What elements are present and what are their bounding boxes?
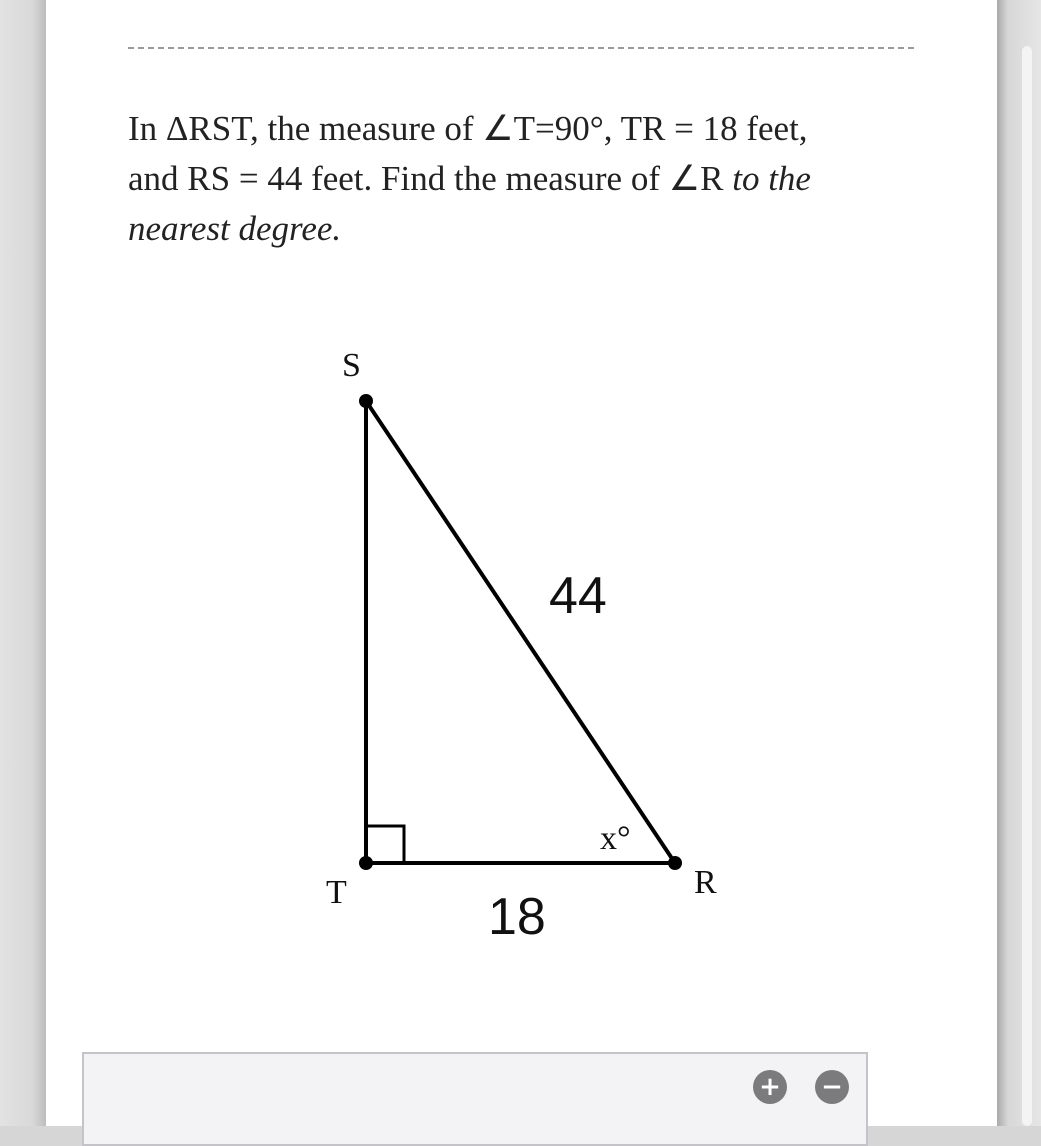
page-background-left bbox=[0, 0, 46, 1126]
question-line-2-emphasis: to the bbox=[732, 159, 811, 198]
vertex-label-s: S bbox=[342, 347, 361, 384]
scrollbar[interactable] bbox=[1022, 46, 1032, 1126]
side-label-tr: 18 bbox=[488, 888, 546, 946]
vertex-s-dot bbox=[359, 394, 373, 408]
question-line-2: and RS = 44 feet. Find the measure of ∠R bbox=[128, 159, 733, 198]
side-sr bbox=[366, 401, 675, 863]
minus-circle-icon[interactable]: − bbox=[815, 1070, 849, 1104]
right-angle-marker bbox=[368, 826, 404, 861]
angle-label-r: x° bbox=[600, 820, 631, 857]
vertex-r-dot bbox=[668, 856, 682, 870]
vertex-label-t: T bbox=[326, 874, 347, 911]
plus-circle-icon[interactable]: + bbox=[753, 1070, 787, 1104]
vertex-label-r: R bbox=[694, 864, 717, 901]
triangle-diagram bbox=[46, 0, 997, 1040]
side-label-rs: 44 bbox=[549, 567, 607, 625]
page-background-right bbox=[997, 0, 1041, 1126]
vertex-t-dot bbox=[359, 856, 373, 870]
question-panel bbox=[46, 0, 997, 1126]
question-line-1: In ΔRST, the measure of ∠T=90°, TR = 18 feet, bbox=[128, 109, 808, 148]
question-line-3-emphasis: nearest degree. bbox=[128, 209, 342, 248]
answer-input-box[interactable] bbox=[82, 1052, 868, 1146]
